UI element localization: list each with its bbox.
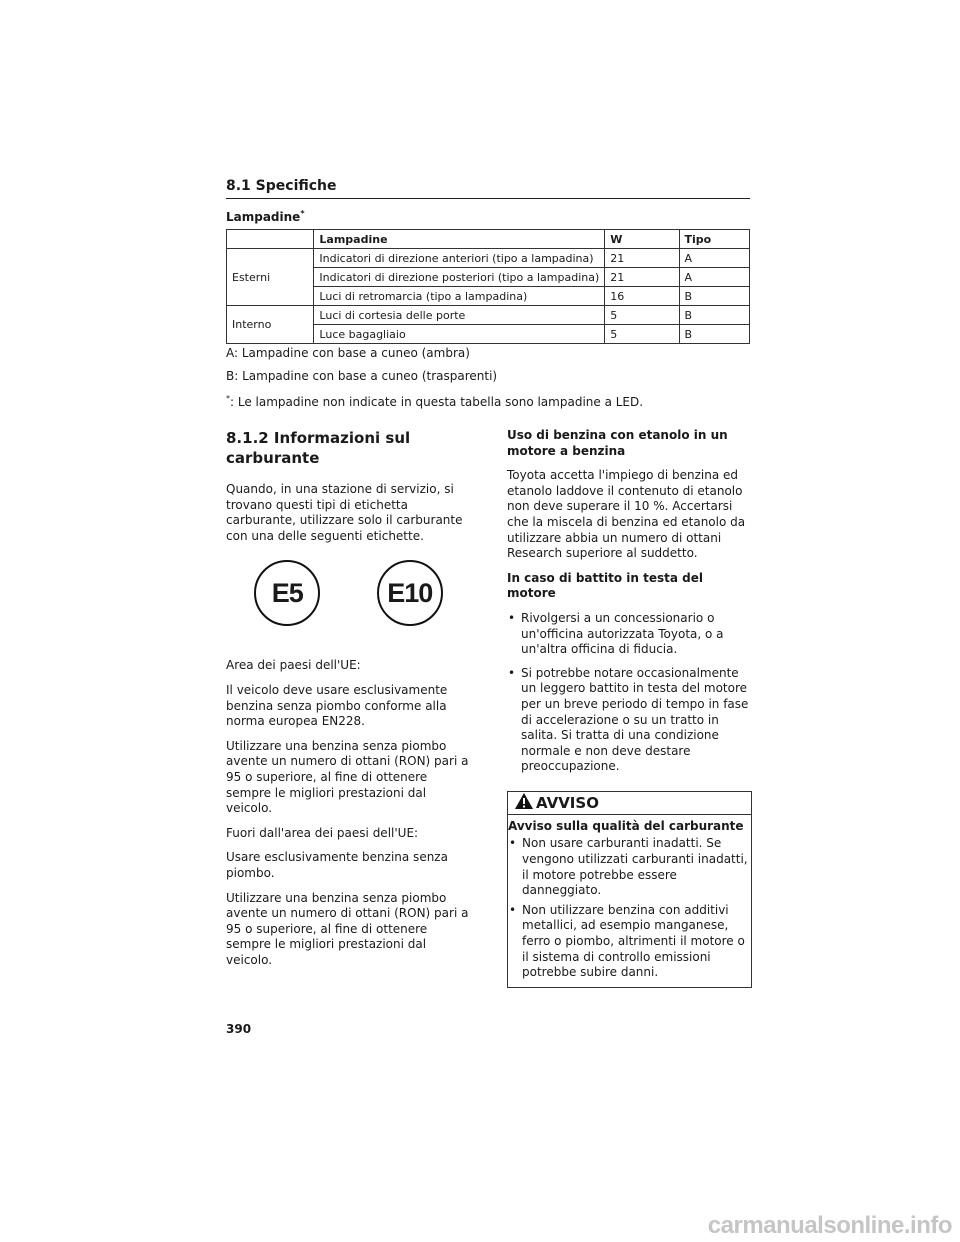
- eu-paragraph-1: Il veicolo deve usare esclusivamente benzina senza piombo conforme alla norma europea EN228.: [226, 682, 448, 729]
- fuel-intro: Quando, in una stazione di servizio, si trovano questi tipi di etichetta carburante, utilizzare solo il carburante con una delle seguenti etichette.: [226, 482, 463, 543]
- lamp-name: Indicatori di direzione anteriori (tipo a lampadina): [314, 249, 605, 268]
- lamp-type: B: [679, 306, 750, 325]
- noneu-paragraph-2: Utilizzare una benzina senza piombo avente un numero di ottani (RON) pari a 95 o superiore, al fine di ottenere sempre le migliori prestazioni dal veicolo.: [226, 890, 469, 967]
- lamps-table: [226, 229, 750, 344]
- eu-area: Area dei paesi dell'UE:: [226, 658, 361, 673]
- lamp-watt: 21: [605, 268, 679, 287]
- footnote: *: Le lampadine non indicate in questa tabella sono lampadine a LED.: [226, 394, 644, 409]
- e5-badge: E5: [254, 560, 320, 626]
- table-header-row: [227, 230, 750, 249]
- group-cell: Interno: [227, 306, 314, 344]
- knock-heading: In caso di battito in testa del motore: [507, 570, 703, 601]
- lamps-title: Lampadine*: [226, 209, 305, 224]
- list-item: • Rivolgersi a un concessionario o un'officina autorizzata Toyota, o a un'altra officina di fiducia.: [507, 611, 752, 658]
- warning-triangle-icon: [514, 792, 534, 814]
- list-item: • Si potrebbe notare occasionalmente un leggero battito in testa del motore per un breve periodo di tempo in fase di accelerazione o su un tratto in salita. Si tratta di una condizione normale e non deve destare preoccupazione.: [507, 666, 752, 775]
- section-heading: 8.1 Specifiche: [226, 178, 750, 199]
- noneu-paragraph-1: Usare esclusivamente benzina senza piombo.: [226, 850, 448, 880]
- header-cell: Tipo: [679, 230, 750, 249]
- warning-header: [508, 792, 751, 815]
- fuel-labels: [226, 560, 471, 626]
- header-cell: W: [605, 230, 679, 249]
- lamp-watt: 5: [605, 306, 679, 325]
- lamp-type: A: [679, 249, 750, 268]
- fuel-heading: 8.1.2 Informazioni sul carburante: [226, 429, 411, 467]
- noneu-area: Fuori dall'area dei paesi dell'UE:: [226, 825, 419, 840]
- knock-list: [507, 611, 752, 775]
- fuel-column-right: [507, 428, 752, 988]
- ethanol-paragraph: Toyota accetta l'impiego di benzina ed etanolo laddove il contenuto di etanolo non deve superare il 10 %. Accertarsi che la miscela di benzina ed etanolo da utilizzare abbia un numero di ottani Research superiore al suddetto.: [507, 468, 746, 561]
- table-row: [227, 306, 750, 325]
- warning-list: [508, 836, 751, 980]
- list-item: • Non usare carburanti inadatti. Se vengono utilizzati carburanti inadatti, il motore potrebbe essere danneggiato.: [508, 836, 751, 898]
- lamp-name: Luce bagagliaio: [314, 325, 605, 344]
- note-a: A: Lampadine con base a cuneo (ambra): [226, 346, 470, 360]
- eu-paragraph-2: Utilizzare una benzina senza piombo avente un numero di ottani (RON) pari a 95 o superiore, al fine di ottenere sempre le migliori prestazioni dal veicolo.: [226, 738, 469, 816]
- fuel-column-left: [226, 428, 471, 977]
- lamp-name: Luci di cortesia delle porte: [314, 306, 605, 325]
- warning-title: Avviso sulla qualità del carburante: [508, 818, 744, 833]
- header-cell: Lampadine: [314, 230, 605, 249]
- lamp-type: B: [679, 325, 750, 344]
- lamp-name: Luci di retromarcia (tipo a lampadina): [314, 287, 605, 306]
- list-item: • Non utilizzare benzina con additivi metallici, ad esempio manganese, ferro o piombo, altrimenti il motore o il sistema di controllo emissioni potrebbe subire danni.: [508, 903, 751, 981]
- lamp-name: Indicatori di direzione posteriori (tipo a lampadina): [314, 268, 605, 287]
- table-row: [227, 249, 750, 268]
- page-number: 390: [226, 1022, 252, 1036]
- note-b: B: Lampadine con base a cuneo (trasparenti): [226, 369, 498, 383]
- e10-badge: E10: [377, 560, 443, 626]
- header-cell: [227, 230, 314, 249]
- lamp-watt: 21: [605, 249, 679, 268]
- lamp-type: B: [679, 287, 750, 306]
- lamp-type: A: [679, 268, 750, 287]
- warning-label: AVVISO: [536, 793, 599, 812]
- group-cell: Esterni: [227, 249, 314, 306]
- ethanol-heading: Uso di benzina con etanolo in un motore a benzina: [507, 428, 728, 458]
- warning-box: [507, 791, 752, 988]
- watermark: carmanualsonline.info: [707, 1212, 952, 1239]
- lamp-watt: 5: [605, 325, 679, 344]
- lamp-watt: 16: [605, 287, 679, 306]
